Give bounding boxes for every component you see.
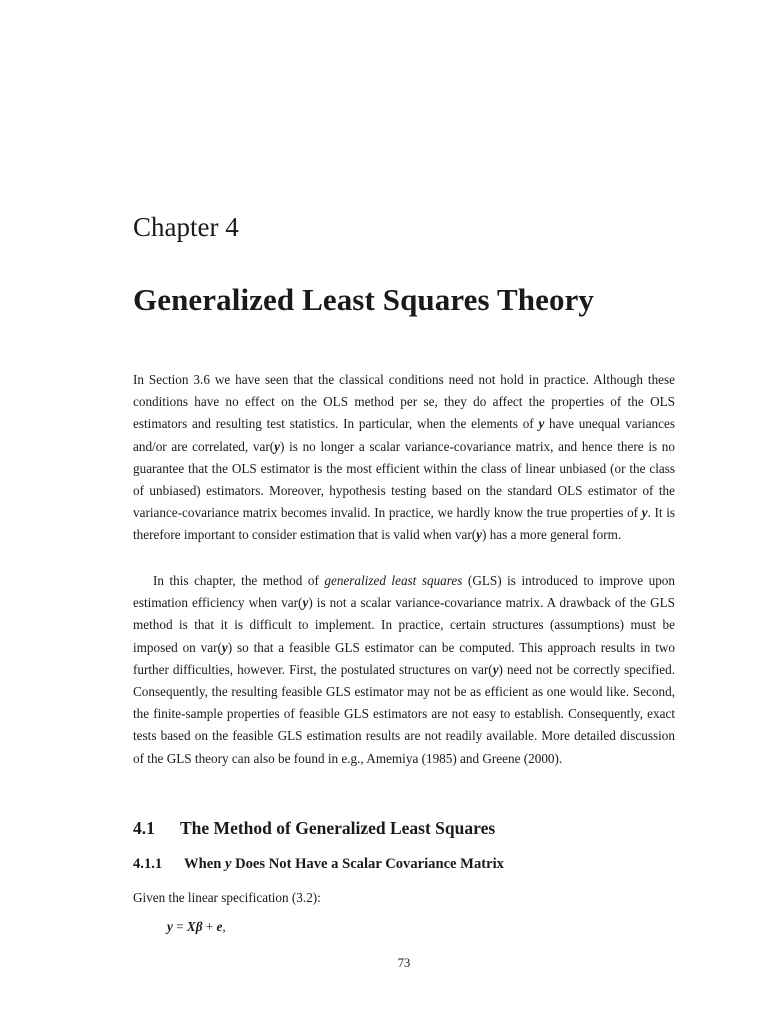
- paragraph-text: In Section 3.6 we have seen that the classical conditions need not hold in practice. Although these conditions have no effect on the OLS method per se, they do affect the properties of the OLS estimators and resulting test statistics. In particular, when the elements of: [133, 372, 675, 432]
- paragraph-gls-overview: [133, 570, 675, 770]
- paragraph-text: ) is no longer a scalar variance-covariance matrix, and hence there is no guarantee that the OLS estimator is the most efficient within the class of linear unbiased (or the class of unbiased) estimators. Moreover, hypothesis testing based on the standard OLS estimator of the variance-covariance matrix becomes invalid. In practice, we hardly know the true properties of: [133, 438, 675, 521]
- math-symbol: y: [641, 505, 648, 521]
- emphasized-term: generalized least squares: [324, 573, 463, 588]
- paragraph-text: ) is not a scalar variance-covariance matrix. A drawback of the GLS method is that it is difficult to implement. In practice, certain structures (assumptions) must be imposed on var(: [133, 595, 676, 655]
- math-symbol: β: [195, 919, 203, 934]
- math-symbol: e: [216, 919, 223, 934]
- math-symbol: y: [274, 438, 280, 454]
- subsection-heading: [133, 853, 504, 875]
- math-symbol: y: [538, 416, 545, 432]
- paragraph-text: In this chapter, the method of: [153, 573, 325, 588]
- document-page: [133, 0, 675, 1024]
- chapter-label: Chapter 4: [133, 212, 239, 242]
- subsection-number: 4.1.1: [133, 856, 163, 872]
- math-symbol: y: [492, 661, 499, 677]
- math-operator: =: [172, 919, 187, 934]
- section-number: 4.1: [133, 818, 155, 838]
- paragraph-intro: [133, 369, 675, 547]
- math-symbol: y: [224, 856, 232, 872]
- section-title: The Method of Generalized Least Squares: [180, 818, 496, 838]
- section-heading: [133, 815, 495, 841]
- math-symbol: y: [476, 527, 482, 543]
- paragraph-text: ) so that a feasible GLS estimator can be computed. This approach results in two further difficulties, however. First, the postulated structures on var(: [133, 639, 675, 677]
- paragraph-text: . It is therefore important to consider estimation that is valid when var(: [133, 505, 675, 543]
- paragraph-text: ) has a more general form.: [482, 527, 622, 543]
- math-symbol: y: [167, 919, 173, 934]
- math-symbol: X: [186, 919, 196, 934]
- chapter-title: Generalized Least Squares Theory: [133, 282, 595, 317]
- math-operator: +: [202, 919, 217, 934]
- paragraph-text: (GLS) is introduced to improve upon estimation efficiency when var(: [133, 573, 675, 611]
- equation: [167, 916, 226, 938]
- subsection-title: Does Not Have a Scalar Covariance Matrix: [231, 856, 504, 872]
- equation-intro: Given the linear specification (3.2):: [133, 890, 321, 905]
- paragraph-text: have unequal variances and/or are correlated, var(: [133, 416, 675, 454]
- math-symbol: y: [302, 595, 309, 611]
- page-number: 73: [397, 956, 411, 970]
- math-symbol: y: [221, 639, 228, 655]
- paragraph-text: ) need not be correctly specified. Consequently, the resulting feasible GLS estimator may not be as efficient as one would like. Second, the finite-sample properties of feasible GLS estimators are not easy to establish. Consequently, exact tests based on the feasible GLS estimation results are not readily available. More detailed discussion of the GLS theory can also be found in e.g., Amemiya (1985) and Greene (2000).: [133, 661, 675, 766]
- subsection-title: When: [184, 856, 225, 872]
- math-punctuation: ,: [222, 919, 226, 934]
